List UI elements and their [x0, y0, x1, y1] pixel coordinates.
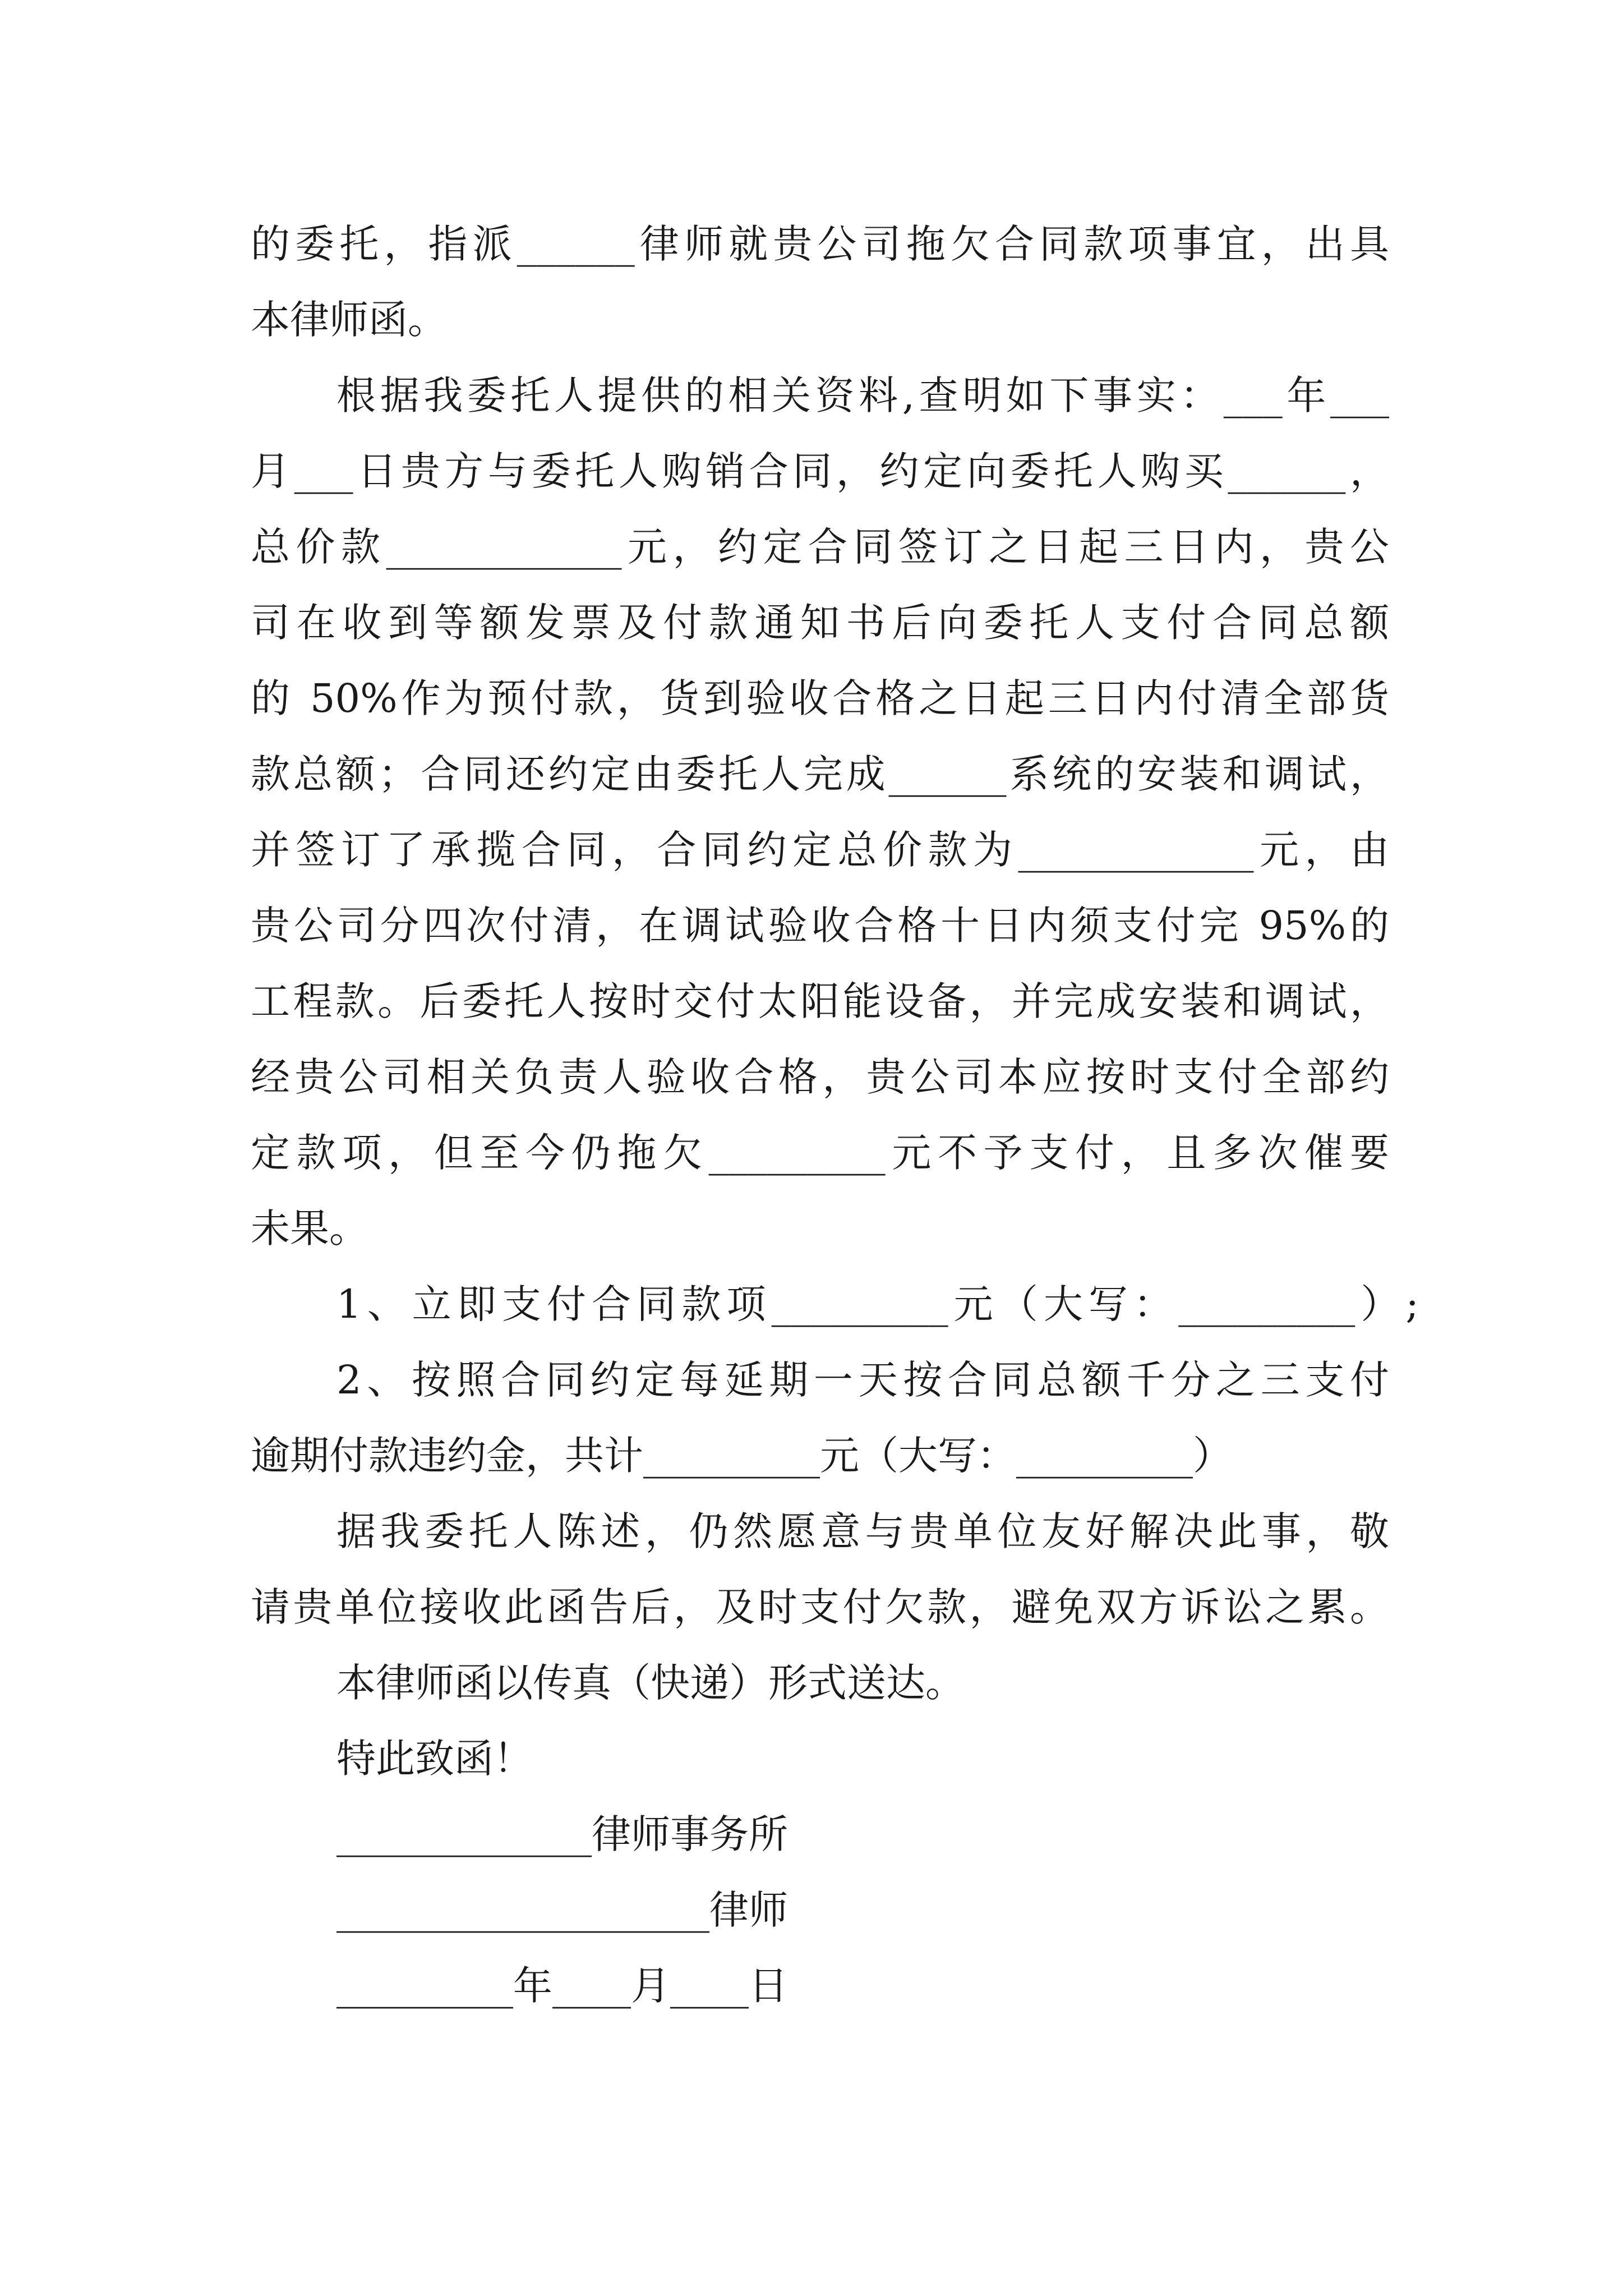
paragraph-line: 本律师函以传真（快递）形式送达。 — [336, 1660, 965, 1706]
paragraph-line: 定款项，但至今仍拖欠_________元不予支付，且多次催要 — [251, 1130, 1389, 1176]
paragraph-line: 司在收到等额发票及付款通知书后向委托人支付合同总额 — [251, 600, 1389, 646]
paragraph-line: 请贵单位接收此函告后，及时支付欠款，避免双方诉讼之累。 — [251, 1584, 1389, 1630]
paragraph-line: 的委托，指派______律师就贵公司拖欠合同款项事宜，出具 — [251, 221, 1389, 267]
paragraph-line: 本律师函。 — [251, 297, 447, 343]
paragraph-line: 款总额；合同还约定由委托人完成______系统的安装和调试， — [251, 751, 1389, 797]
paragraph-line: 月___日贵方与委托人购销合同，约定向委托人购买______， — [251, 448, 1389, 494]
paragraph-line: 据我委托人陈述，仍然愿意与贵单位友好解决此事，敬 — [336, 1508, 1389, 1554]
paragraph-line: 逾期付款违约金，共计_________元（大写：_________） — [251, 1433, 1232, 1479]
paragraph-line: 未果。 — [251, 1205, 368, 1251]
closing-line: 特此致函！ — [336, 1736, 533, 1782]
signature-date: _________年____月____日 — [336, 1963, 788, 2009]
numbered-item: 1、立即支付合同款项_________元（大写：_________）; — [336, 1281, 1419, 1327]
signature-firm: _____________律师事务所 — [336, 1811, 788, 1857]
paragraph-line: 并签订了承揽合同，合同约定总价款为____________元，由 — [251, 827, 1389, 873]
paragraph-line: 经贵公司相关负责人验收合格，贵公司本应按时支付全部约 — [251, 1054, 1389, 1100]
numbered-item: 2、按照合同约定每延期一天按合同总额千分之三支付 — [336, 1357, 1389, 1403]
paragraph-line: 贵公司分四次付清，在调试验收合格十日内须支付完 95%的 — [251, 903, 1389, 949]
signature-lawyer: ___________________律师 — [336, 1887, 788, 1933]
paragraph-line: 总价款____________元，约定合同签订之日起三日内，贵公 — [251, 524, 1389, 570]
paragraph-line: 根据我委托人提供的相关资料,查明如下事实：___年___ — [336, 372, 1389, 418]
paragraph-line: 工程款。后委托人按时交付太阳能设备，并完成安装和调试， — [251, 978, 1389, 1024]
paragraph-line: 的 50%作为预付款，货到验收合格之日起三日内付清全部货 — [251, 675, 1389, 721]
